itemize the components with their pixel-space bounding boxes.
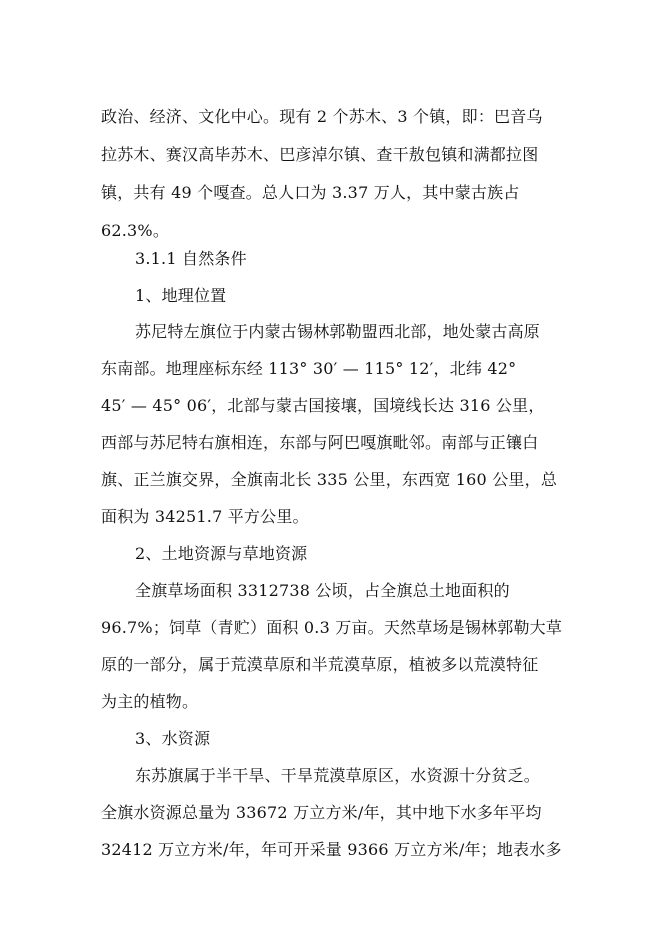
text-line: 东苏旗属于半干旱、干旱荒漠草原区，水资源十分贫乏。 [135,766,541,785]
text-line: 全旗水资源总量为 33672 万立方米/年，其中地下水多年平均 [101,803,542,822]
text-line: 旗、正兰旗交界，全旗南北长 335 公里，东西宽 160 公里，总 [101,470,558,489]
text-line: 拉苏木、赛汉高毕苏木、巴彦淖尔镇、查干敖包镇和满都拉图 [101,145,539,164]
subsection-heading: 3、水资源 [135,729,211,748]
subsection-heading: 1、地理位置 [135,286,227,305]
text-line: 镇，共有 49 个嘎查。总人口为 3.37 万人，其中蒙古族占 [101,183,520,202]
text-line: 政治、经济、文化中心。现有 2 个苏木、3 个镇，即：巴音乌 [101,107,543,126]
text-line: 45′ — 45° 06′，北部与蒙古国接壤，国境线长达 316 公里， [101,396,545,415]
text-line: 面积为 34251.7 平方公里。 [101,507,309,526]
text-line: 32412 万立方米/年，年可开采量 9366 万立方米/年；地表水多 [101,840,562,859]
section-heading: 3.1.1 自然条件 [135,249,247,268]
text-line: 为主的植物。 [101,692,199,711]
text-line: 西部与苏尼特右旗相连，东部与阿巴嘎旗毗邻。南部与正镶白 [101,433,539,452]
text-line: 东南部。地理座标东经 113° 30′ — 115° 12′，北纬 42° [101,359,517,378]
subsection-heading: 2、土地资源与草地资源 [135,544,308,563]
text-line: 96.7%；饲草（青贮）面积 0.3 万亩。天然草场是锡林郭勒大草 [101,618,563,637]
text-line: 全旗草场面积 3312738 公顷，占全旗总土地面积的 [135,581,510,600]
text-line: 原的一部分，属于荒漠草原和半荒漠草原，植被多以荒漠特征 [101,655,539,674]
text-line: 62.3%。 [101,221,170,240]
text-line: 苏尼特左旗位于内蒙古锡林郭勒盟西北部，地处蒙古高原 [135,322,541,341]
